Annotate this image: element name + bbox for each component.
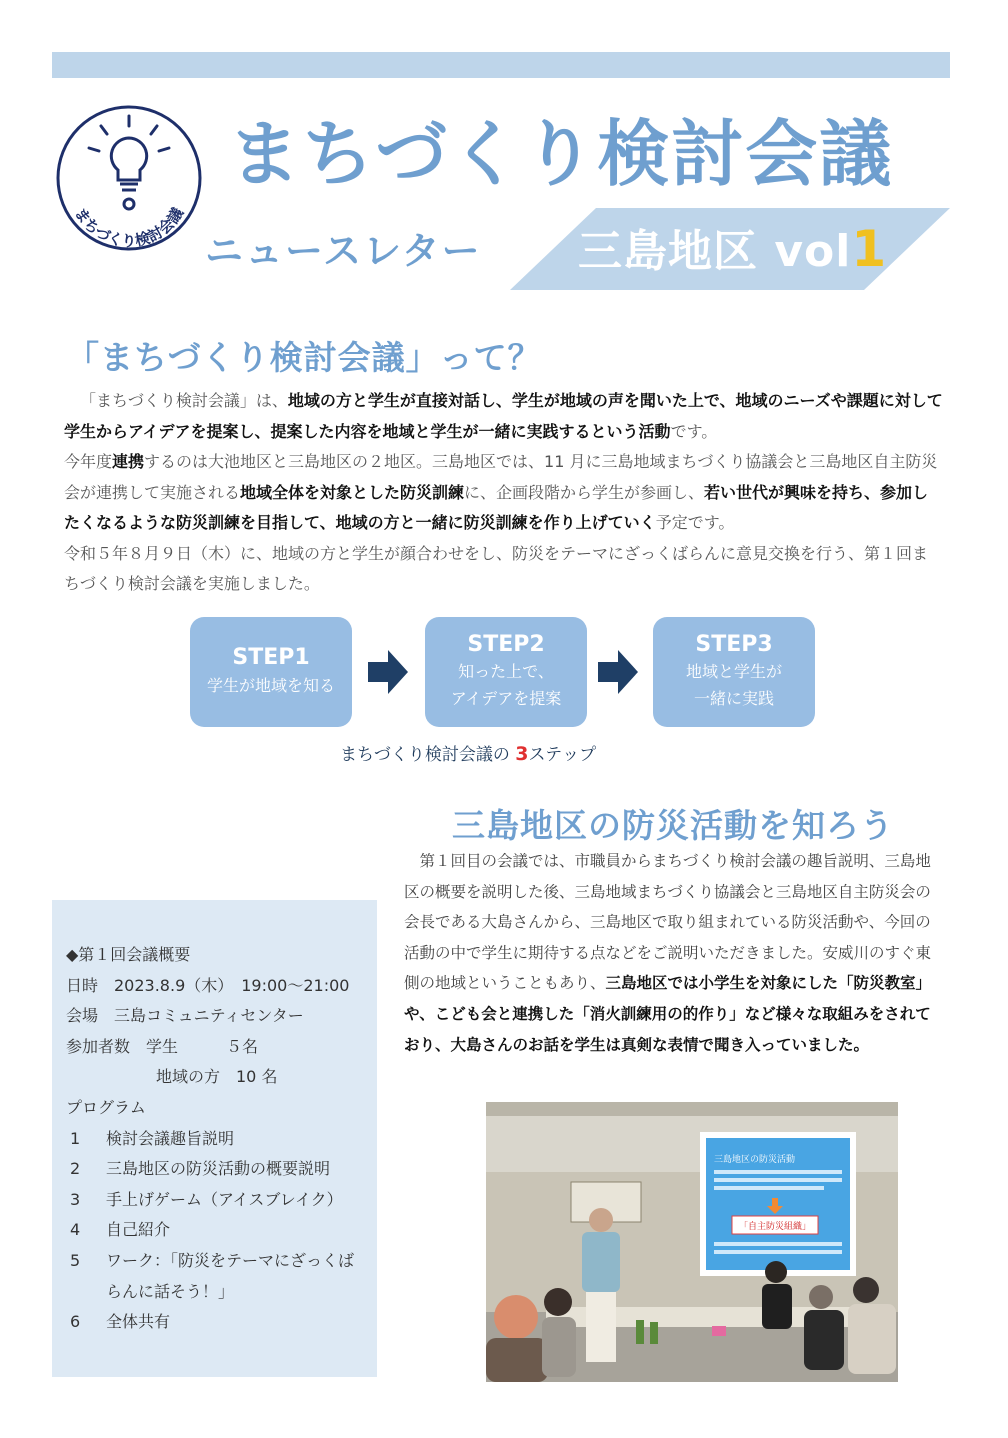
program-item-text: 全体共有 bbox=[106, 1312, 171, 1332]
summary-venue: 会場 三島コミュニティセンター bbox=[66, 1006, 304, 1026]
step-1-title: STEP1 bbox=[232, 645, 310, 671]
program-item-text: 三島地区の防災活動の概要説明 bbox=[106, 1159, 331, 1179]
section2-heading: 三島地区の防災活動を知ろう bbox=[452, 806, 894, 845]
intro-p2-c: するのは大池地区と三島地区の２地区。三島地区では、11 月に三島地域まちづくり協議会と三島地区自主防災会が連携して実施される bbox=[64, 452, 938, 502]
intro-p2-a: 今年度 bbox=[64, 452, 113, 471]
program-item-num: 2 bbox=[70, 1159, 81, 1179]
step-3-desc-1: 地域と学生が bbox=[685, 662, 782, 681]
intro-p1-a: 「まちづくり検討会議」は、 bbox=[80, 391, 288, 410]
meeting-photo bbox=[486, 1102, 898, 1382]
summary-participants-residents: 地域の方 10 名 bbox=[156, 1067, 278, 1087]
volume-number: 1 bbox=[851, 220, 888, 278]
svg-text:まちづくり検討会議: まちづくり検討会議 bbox=[71, 204, 187, 251]
program-item bbox=[66, 1154, 371, 1185]
section2-text-b: 三島地区では小学生を対象にした「防災教室」や、こども会と連携した「消火訓練用の的作り」など様々な取組みをされており、大島さんのお話を学生は真剣な表情で聞き入っていました。 bbox=[404, 974, 932, 1054]
logo bbox=[55, 104, 203, 252]
program-item-num: 3 bbox=[70, 1189, 81, 1209]
slide-highlight: 「自主防災組織」 bbox=[738, 1222, 812, 1232]
program-item-text: 手上げゲーム（アイスブレイク） bbox=[106, 1189, 343, 1209]
slide-title: 三島地区の防災活動 bbox=[714, 1155, 796, 1165]
summary-participants-students: 参加者数 学生 ５名 bbox=[66, 1036, 259, 1056]
steps-caption-prefix: まちづくり検討会議の bbox=[340, 745, 510, 765]
step-3-title: STEP3 bbox=[695, 631, 773, 657]
program-item-num: 1 bbox=[70, 1128, 81, 1148]
newsletter-subtitle: ニュースレター bbox=[205, 229, 482, 273]
step-2 bbox=[425, 617, 587, 727]
program-item bbox=[66, 1124, 371, 1155]
step-1 bbox=[190, 617, 352, 727]
program-item bbox=[66, 1185, 371, 1216]
intro-p1-b: 地域の方と学生が直接対話し、学生が地域の声を聞いた上で、地域のニーズや課題に対して学生からアイデアを提案し、提案した内容を地域と学生が一緒に実践するという活動 bbox=[64, 391, 943, 441]
step-3-desc-2: 一緒に実践 bbox=[693, 689, 774, 709]
step-2-title: STEP2 bbox=[467, 631, 545, 657]
section2-text-a: 第１回目の会議では、市職員からまちづくり検討会議の趣旨説明、三島地区の概要を説明した後、三島地域まちづくり協議会と三島地区自主防災会の会長である大島さんから、三島地区で取り組まれている防災活動や、今回の活動の中で学生に期待する点などをご説明いただきました。安威川のすぐ東側の地域ということもあり、 bbox=[404, 852, 932, 993]
arrow-right-icon bbox=[368, 650, 408, 694]
summary-title: ◆第１回会議概要 bbox=[66, 945, 191, 964]
intro-p2-b: 連携 bbox=[112, 452, 145, 471]
intro-p2-e: に、企画段階から学生が参画し、 bbox=[464, 482, 705, 502]
intro-p2-d: 地域全体を対象とした防災訓練 bbox=[240, 482, 465, 502]
summary-program-label: プログラム bbox=[66, 1097, 146, 1117]
program-item-num: 6 bbox=[70, 1312, 81, 1332]
steps-caption-number: 3 bbox=[515, 743, 529, 765]
step-2-desc-2: アイデアを提案 bbox=[450, 689, 562, 709]
meeting-summary-box bbox=[52, 900, 377, 1377]
intro-p3: 令和５年８月９日（木）に、地域の方と学生が顔合わせをし、防災をテーマにざっくばらんに意見交換を行う、第１回まちづくり検討会議を実施しました。 bbox=[64, 543, 929, 593]
section1-heading: 「まちづくり検討会議」って？ bbox=[66, 338, 542, 377]
newsletter-title: まちづくり検討会議 bbox=[228, 112, 894, 196]
steps-caption-suffix: ステップ bbox=[528, 745, 597, 765]
program-item bbox=[66, 1246, 371, 1307]
step-3 bbox=[653, 617, 815, 727]
top-banner-bar bbox=[52, 52, 950, 78]
program-item-text: ワーク：「防災をテーマにざっくばらんに話そう！」 bbox=[106, 1250, 355, 1301]
summary-date: 日時 2023.8.9（木） 19:00～21:00 bbox=[66, 975, 350, 995]
steps-caption bbox=[340, 740, 596, 765]
lightbulb-logo-icon bbox=[55, 104, 203, 252]
program-item-num: 5 bbox=[70, 1250, 81, 1270]
area-volume bbox=[578, 220, 888, 278]
step-1-desc: 学生が地域を知る bbox=[206, 675, 335, 695]
program-item-num: 4 bbox=[70, 1220, 81, 1240]
program-item bbox=[66, 1215, 371, 1246]
intro-p2-f: 若い世代が興味を持ち、参加したくなるような防災訓練を目指して、地域の方と一緒に防災訓練を作り上げていく bbox=[64, 482, 929, 532]
program-item-text: 自己紹介 bbox=[106, 1220, 171, 1240]
area-label: 三島地区 vol bbox=[578, 226, 852, 277]
program-item-text: 検討会議趣旨説明 bbox=[106, 1128, 235, 1148]
program-item bbox=[66, 1307, 371, 1338]
intro-p2-g: 予定です。 bbox=[655, 513, 735, 532]
arrow-right-icon bbox=[598, 650, 638, 694]
intro-p1-c: です。 bbox=[670, 421, 718, 441]
intro-text bbox=[64, 386, 944, 600]
step-2-desc-1: 知った上で、 bbox=[458, 662, 554, 681]
section2-text bbox=[404, 846, 944, 1060]
